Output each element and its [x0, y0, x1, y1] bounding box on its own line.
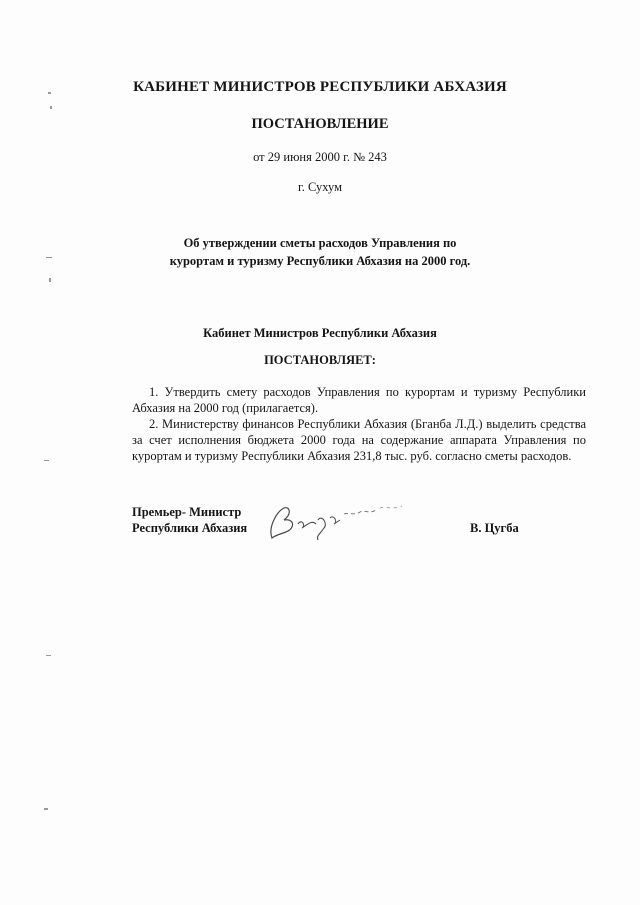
decree-items: [132, 384, 586, 464]
scan-artifact: [46, 655, 51, 656]
document-type-title: ПОСТАНОВЛЕНИЕ: [251, 116, 389, 132]
scan-artifact: [44, 460, 49, 461]
signatory-title-line-2: Республики Абхазия: [132, 521, 248, 535]
date-number-line: от 29 июня 2000 г. № 243: [253, 150, 387, 164]
authority-line: Кабинет Министров Республики Абхазия: [203, 326, 437, 340]
scan-artifact: [44, 808, 48, 810]
institution-heading: КАБИНЕТ МИНИСТРОВ РЕСПУБЛИКИ АБХАЗИЯ: [133, 79, 507, 95]
subject-line-1: Об утверждении сметы расходов Управления по: [183, 236, 457, 250]
place-line: г. Сухум: [297, 180, 342, 194]
handwritten-signature: [262, 498, 412, 544]
signatory-title: [132, 504, 247, 536]
signatory-title-line-1: Премьер- Министр: [132, 505, 242, 519]
scan-artifact: [49, 278, 51, 282]
decree-item-2: 2. Министерству финансов Республики Абхазия (Бганба Л.Д.) выделить средства за счет исполнения бюджета 2000 года на содержание аппарата Управления по курортам и туризму Республики Абхазия 231,8 тыс. руб. согласно сметы расходов.: [132, 417, 586, 463]
decree-item-1: 1. Утвердить смету расходов Управления по курортам и туризму Республики Абхазия на 2000 год (прилагается).: [132, 385, 586, 415]
subject-line-2: курортам и туризму Республики Абхазия на 2000 год.: [169, 254, 471, 268]
decree-word: ПОСТАНОВЛЯЕТ:: [264, 353, 376, 367]
scan-artifact: [50, 106, 52, 109]
signatory-name: В. Цугба: [470, 521, 519, 535]
